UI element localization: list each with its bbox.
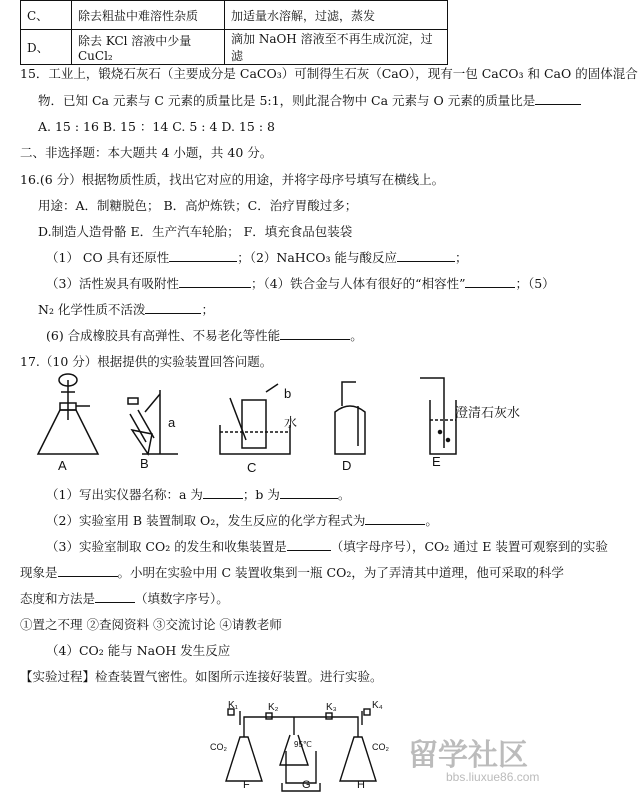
label-a-device: A (58, 458, 67, 473)
q17-process: 【实验过程】检查装置气密性。如图所示连接好装置。进行实验。 (20, 669, 383, 684)
punct: ； (455, 250, 468, 265)
apparatus-c (220, 384, 290, 454)
q16-item5-text: N₂ 化学性质不活泼 (38, 302, 146, 317)
q17-sub3-line1 (46, 537, 608, 555)
label-k1: K₁ (228, 700, 239, 711)
beaker-g (280, 717, 320, 791)
q15-line1: 15．工业上，锻烧石灰石（主要成分是 CaCO₃）可制得生石灰（CaO），现有一包 CaCO₃ 和 CaO 的固体混合 (20, 66, 638, 81)
label-h: H (357, 779, 365, 791)
answer-blank[interactable] (95, 602, 135, 603)
label-k3: K₃ (326, 702, 337, 713)
q16-item-3-5 (46, 274, 555, 292)
q15-line2 (38, 91, 581, 109)
label-co2-f: CO₂ (210, 742, 227, 752)
label-k2: K₂ (268, 702, 279, 713)
q16-uses-line1: 用途：A．制糖脱色； B．高炉炼铁；C．治疗胃酸过多； (38, 198, 358, 213)
answer-blank[interactable] (179, 287, 251, 288)
q17-s3-text-d: 。小明在实验中用 C 装置收集到一瓶 CO₂，为了弄清其中道理，他可采取的科学 (117, 565, 564, 580)
apparatus-e (420, 378, 456, 454)
answer-blank[interactable] (58, 576, 118, 577)
valve-k3-icon (326, 713, 332, 719)
label-d-device: D (342, 458, 352, 473)
q16-item6-text: (6) 合成橡胶具有高弹性、不易老化等性能 (46, 328, 281, 343)
q16-item1: （1） CO 具有还原性 (46, 250, 170, 265)
q16-title: 16.(6 分）根据物质性质，找出它对应的用途，并将字母序号填写在横线上。 (20, 172, 445, 187)
label-instrument-b: b (284, 386, 292, 401)
label-instrument-a: a (168, 415, 176, 430)
q16-item6 (46, 326, 363, 344)
option-letter: D、 (21, 30, 72, 65)
label-b-device: B (140, 456, 149, 471)
answer-blank[interactable] (280, 498, 338, 499)
label-water: 水 (284, 415, 298, 430)
label-f: F (243, 779, 250, 791)
q17-s2-text: （2）实验室用 B 装置制取 O₂，发生反应的化学方程式为 (46, 513, 366, 528)
q16-item2: ；（2）NaHCO₃ 能与酸反应 (237, 250, 398, 265)
q16-item5-num: ；（5） (515, 276, 555, 291)
q17-sub1 (46, 485, 350, 503)
option-purpose: 除去 KCl 溶液中少量 CuCl₂ (72, 30, 225, 65)
apparatus-figure (20, 370, 520, 480)
q17-sub3-line3 (20, 589, 229, 607)
q16-item-1-2 (46, 248, 468, 266)
table-row (21, 1, 448, 30)
answer-blank[interactable] (280, 339, 350, 340)
label-limewater: 澄清石灰水 (455, 405, 521, 420)
q17-sub2 (46, 511, 438, 529)
answer-blank[interactable] (287, 550, 331, 551)
label-g: G (302, 779, 311, 791)
q17-s3-text: （3）实验室制取 CO₂ 的发生和收集装置是 (46, 539, 287, 554)
table-row (21, 30, 448, 65)
apparatus-d (335, 382, 365, 454)
q16-item4: ；（4）铁合金与人体有很好的“相容性” (250, 276, 466, 291)
valve-k4-icon (364, 709, 370, 715)
punct: 。 (425, 513, 438, 528)
valve-k2-icon (266, 713, 272, 719)
option-letter: C、 (21, 1, 72, 30)
option-method: 滴加 NaOH 溶液至不再生成沉淀，过滤 (225, 30, 448, 65)
punct: 。 (350, 328, 363, 343)
answer-blank[interactable] (145, 313, 201, 314)
q16-item5 (38, 300, 214, 318)
watermark-url: bbs.liuxue86.com (446, 770, 540, 784)
label-co2-h: CO₂ (372, 742, 389, 752)
flask-f (226, 711, 358, 781)
q17-s3-text-f: （填数字序号）。 (135, 591, 229, 606)
option-purpose: 除去粗盐中难溶性杂质 (72, 1, 225, 30)
answer-blank[interactable] (203, 498, 243, 499)
answer-blank[interactable] (397, 261, 455, 262)
label-temp: 95℃ (294, 740, 312, 749)
q17-s3-text-e: 态度和方法是 (20, 591, 96, 606)
answer-blank[interactable] (365, 524, 425, 525)
q17-s1-text: （1）写出实仪器名称：a 为 (46, 487, 203, 502)
q17-s3-text-c: 现象是 (20, 565, 58, 580)
q15-options: A. 15 : 16 B. 15 ：14 C. 5 : 4 D. 15 : 8 (38, 119, 275, 134)
q15-line2-text: 物．已知 Ca 元素与 C 元素的质量比是 5:1，则此混合物中 Ca 元素与 O 元素的质量比是 (38, 93, 536, 108)
answer-blank[interactable] (465, 287, 515, 288)
option-method: 加适量水溶解，过滤，蒸发 (225, 1, 448, 30)
label-k4: K₄ (372, 700, 383, 711)
q17-s1-text-b: ；b 为 (242, 487, 280, 502)
section-heading: 二、非选择题：本大题共 4 小题，共 40 分。 (20, 145, 273, 160)
answer-blank[interactable] (169, 261, 237, 262)
watermark-logo: 留学社区 (408, 739, 528, 772)
q16-uses-line2: D.制造人造骨骼 E．生产汽车轮胎； F．填充食品包装袋 (38, 224, 353, 239)
options-table (20, 0, 448, 65)
punct: 。 (337, 487, 351, 502)
q17-choices: ①置之不理 ②查阅资料 ③交流讨论 ④请教老师 (20, 617, 282, 632)
label-c-device: C (247, 460, 257, 475)
q16-item3: （3）活性炭具有吸附性 (46, 276, 179, 291)
q17-sub3-line2 (20, 563, 564, 581)
q17-title: 17.（10 分）根据提供的实验装置回答问题。 (20, 354, 273, 369)
label-e-device: E (432, 454, 441, 469)
answer-blank (535, 104, 581, 105)
punct: ； (201, 302, 214, 317)
q17-sub4: （4）CO₂ 能与 NaOH 发生反应 (46, 643, 231, 658)
apparatus-a (38, 374, 98, 454)
q17-s3-text-b: （填字母序号），CO₂ 通过 E 装置可观察到的实验 (330, 539, 608, 554)
